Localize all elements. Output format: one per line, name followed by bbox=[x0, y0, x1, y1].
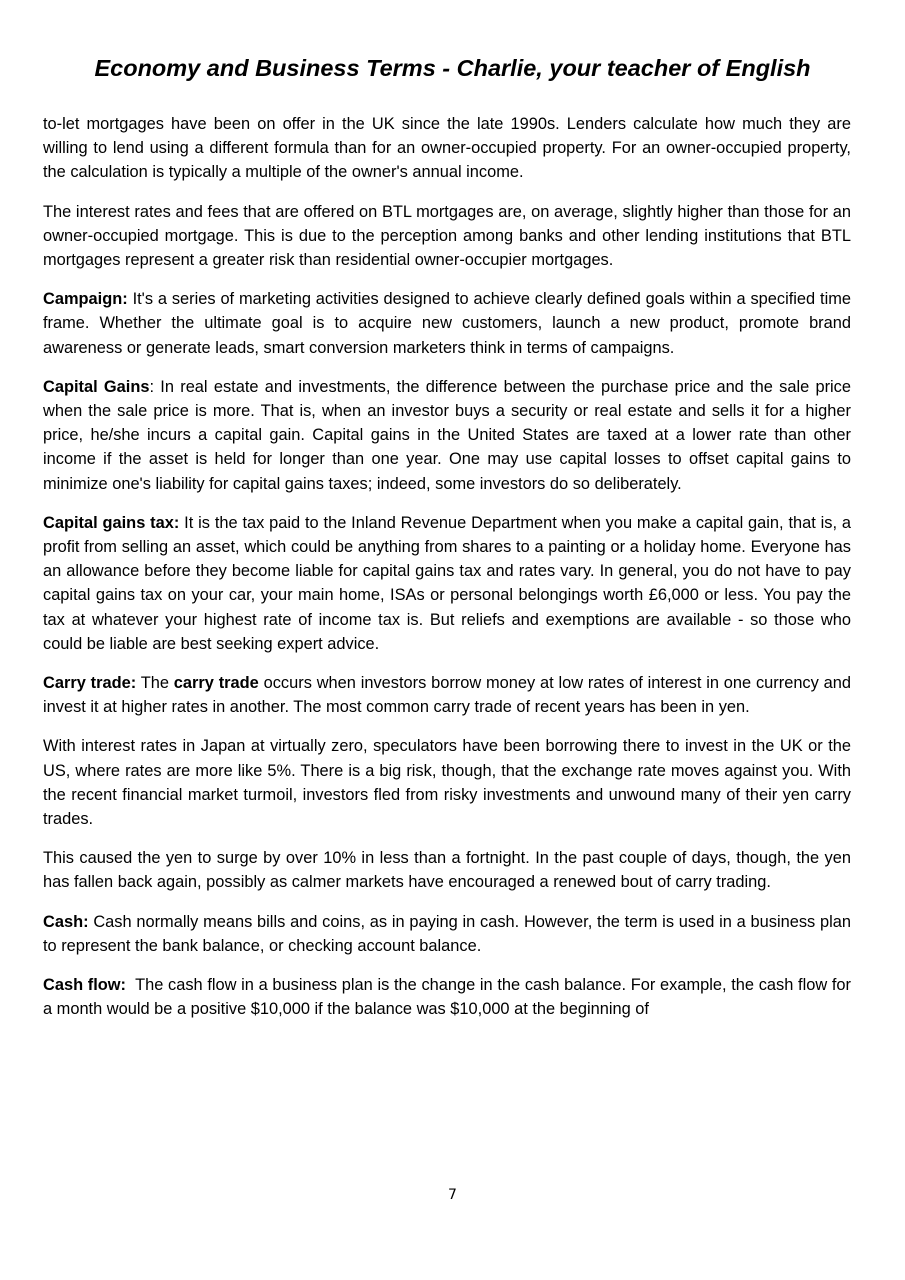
paragraph-text: It's a series of marketing activities designed to achieve clearly defined goals within a specified time frame. Whether the ultimate goal is to acquire new customers, launch a new product, promote brand awareness or generate leads, smart conversion marketers think in terms of campaigns. bbox=[43, 290, 851, 357]
paragraph-cash-flow bbox=[43, 973, 851, 1021]
paragraph-carry-trade bbox=[43, 671, 851, 719]
paragraph-cash bbox=[43, 910, 851, 958]
paragraph-text: occurs when investors borrow money at low rates of interest in one currency and invest it at higher rates in another. The most common carry trade of recent years has been in yen. bbox=[43, 674, 851, 717]
paragraph-btl-lending bbox=[43, 112, 851, 185]
term-heading: Capital Gains bbox=[43, 377, 150, 396]
inline-bold-term: carry trade bbox=[173, 674, 259, 693]
term-heading: Cash flow: bbox=[43, 976, 126, 995]
paragraph-text: Cash normally means bills and coins, as in paying in cash. However, the term is used in a business plan to represent the bank balance, or checking account balance. bbox=[43, 912, 851, 955]
paragraph-text: to-let mortgages have been on offer in the UK since the late 1990s. Lenders calculate how much they are willing to lend using a different formula than for an owner-occupied property. For an owner-occupied property, the calculation is typically a multiple of the owner's annual income. bbox=[43, 115, 851, 182]
paragraph-text: In real estate and investments, the difference between the purchase price and the sale price when the sale price is more. That is, when an investor buys a security or real estate and sells it for a higher price, he/she incurs a capital gain. Capital gains in the United States are taxed at a lower rate than other income if the asset is held for longer than one year. One may use capital losses to offset capital gains to minimize one's liability for capital gains taxes; indeed, some investors do so deliberately. bbox=[43, 377, 851, 493]
paragraph-text: The interest rates and fees that are offered on BTL mortgages are, on average, slightly higher than those for an owner-occupied mortgage. This is due to the perception among banks and other lending institutions that BTL mortgages represent a greater risk than residential owner-occupier mortgages. bbox=[43, 202, 851, 270]
term-separator: : bbox=[149, 377, 161, 396]
paragraph-yen-japan bbox=[43, 734, 851, 831]
paragraph-text: This caused the yen to surge by over 10% in less than a fortnight. In the past couple of days, though, the yen has fallen back again, possibly as calmer markets have encouraged a renewed bout of carry trading. bbox=[43, 849, 851, 892]
paragraph-btl-rates bbox=[43, 200, 851, 273]
paragraph-text-lead: The bbox=[140, 674, 174, 693]
term-heading: Campaign: bbox=[43, 290, 128, 309]
document-body bbox=[43, 112, 851, 1037]
page-title: Economy and Business Terms - Charlie, your teacher of English bbox=[94, 55, 811, 81]
paragraph-yen-surge bbox=[43, 846, 851, 894]
paragraph-campaign bbox=[43, 287, 851, 360]
paragraph-capital-gains bbox=[43, 375, 851, 496]
paragraph-text: The cash flow in a business plan is the change in the cash balance. For example, the cash flow for a month would be a positive $10,000 if the balance was $10,000 at the beginning of bbox=[43, 976, 851, 1019]
term-separator bbox=[126, 976, 135, 994]
term-heading: Cash: bbox=[43, 912, 89, 931]
term-heading: Capital gains tax: bbox=[43, 513, 180, 532]
paragraph-text: It is the tax paid to the Inland Revenue Department when you make a capital gain, that is, a profit from selling an asset, which could be anything from shares to a painting or a holiday home. Everyone has an allowance before they become liable for capital gains tax and rates vary. In general, you do not have to pay capital gains tax on your car, your main home, ISAs or personal belongings worth £6,000 or less. You pay the tax at whatever your highest rate of income tax is. But reliefs and exemptions are available - so those who could be liable are best seeking expert advice. bbox=[43, 513, 851, 653]
term-heading: Carry trade: bbox=[43, 674, 137, 693]
paragraph-capital-gains-tax bbox=[43, 511, 851, 656]
paragraph-text: With interest rates in Japan at virtually zero, speculators have been borrowing there to invest in the UK or the US, where rates are more like 5%. There is a big risk, though, that the exchange rate moves against you. With the recent financial market turmoil, investors fled from risky investments and unwound many of their yen carry trades. bbox=[43, 737, 851, 829]
page-number: 7 bbox=[448, 1187, 457, 1203]
